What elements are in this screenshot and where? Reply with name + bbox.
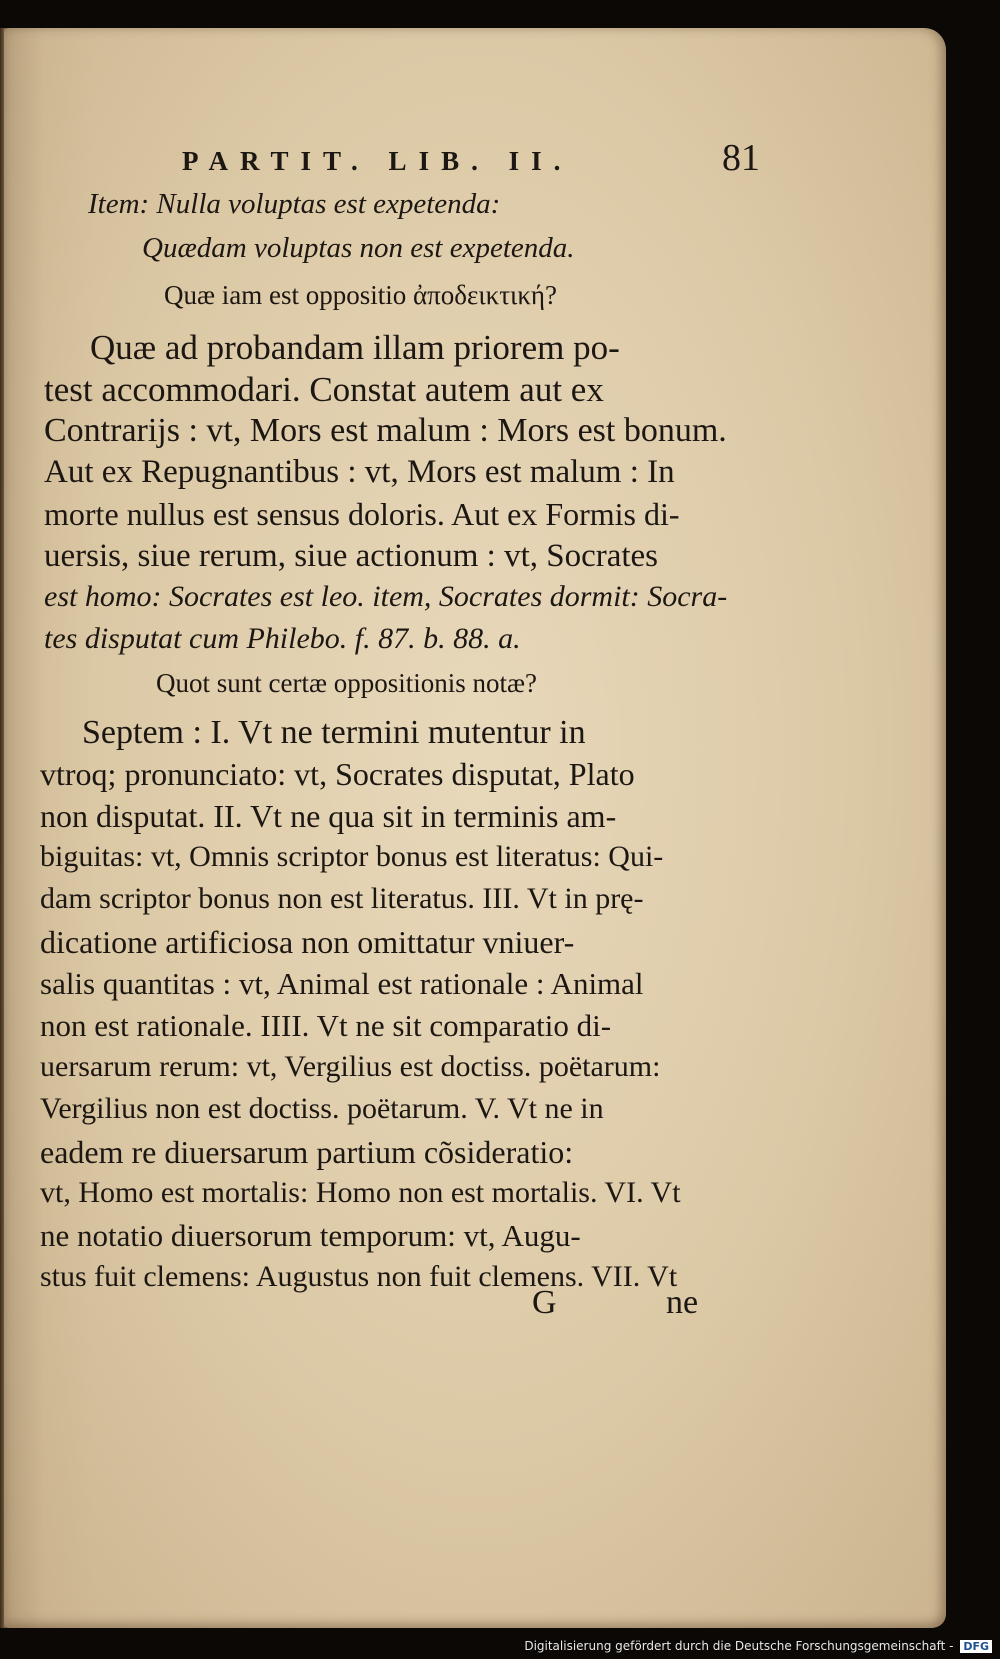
text-line: dicatione artificiosa non omittatur vniuer- [40, 924, 575, 960]
example-line-1: Item: Nulla voluptas est expetenda: [88, 188, 501, 220]
text-line: biguitas: vt, Omnis scriptor bonus est literatus: Qui- [40, 840, 664, 873]
text-line: dam scriptor bonus non est literatus. III. Vt in prę- [40, 882, 644, 915]
catchword: ne [666, 1284, 699, 1321]
page-number: 81 [722, 137, 760, 179]
dfg-logo: DFG [960, 1640, 992, 1653]
text-line: eadem re diuersarum partium cõsideratio: [40, 1134, 574, 1170]
text-line: est homo: Socrates est leo. item, Socrates dormit: Socra- [44, 580, 728, 613]
text-line: test accommodari. Constat autem aut ex [44, 370, 604, 409]
text-line: Vergilius non est doctiss. poëtarum. V. Vt ne in [40, 1092, 604, 1125]
credit-text: Digitalisierung gefördert durch die Deutsche Forschungsgemeinschaft - [524, 1639, 954, 1653]
book-page [4, 28, 946, 1628]
digitization-credit [524, 1639, 992, 1653]
text-line: Aut ex Repugnantibus : vt, Mors est malum : In [44, 454, 675, 490]
running-title: PARTIT. LIB. II. [182, 146, 573, 176]
question-heading-1: Quæ iam est oppositio ἀποδεικτική? [164, 280, 558, 310]
text-line: non est rationale. IIII. Vt ne sit comparatio di- [40, 1008, 612, 1043]
text-line: vt, Homo est mortalis: Homo non est mortalis. VI. Vt [40, 1176, 681, 1209]
text-line: stus fuit clemens: Augustus non fuit clemens. VII. Vt [40, 1260, 678, 1293]
text-line: Septem : I. Vt ne termini mutentur in [82, 714, 586, 751]
text-line: morte nullus est sensus doloris. Aut ex Formis di- [44, 496, 680, 532]
text-line: Quæ ad probandam illam priorem po- [90, 328, 620, 367]
text-line: vtroq; pronunciato: vt, Socrates disputat, Plato [40, 756, 635, 792]
example-line-2: Quædam voluptas non est expetenda. [142, 232, 575, 264]
text-line: uersarum rerum: vt, Vergilius est doctiss. poëtarum: [40, 1050, 661, 1083]
text-line: ne notatio diuersorum temporum: vt, Augu- [40, 1218, 581, 1253]
text-line: uersis, siue rerum, siue actionum : vt, Socrates [44, 538, 659, 574]
text-line: salis quantitas : vt, Animal est rationale : Animal [40, 966, 644, 1001]
text-line: Contrarijs : vt, Mors est malum : Mors est bonum. [44, 412, 727, 449]
text-line: tes disputat cum Philebo. f. 87. b. 88. a. [44, 622, 521, 655]
text-line: non disputat. II. Vt ne qua sit in terminis am- [40, 798, 617, 834]
signature-mark: G [532, 1284, 557, 1321]
question-heading-2: Quot sunt certæ oppositionis notæ? [156, 668, 537, 698]
